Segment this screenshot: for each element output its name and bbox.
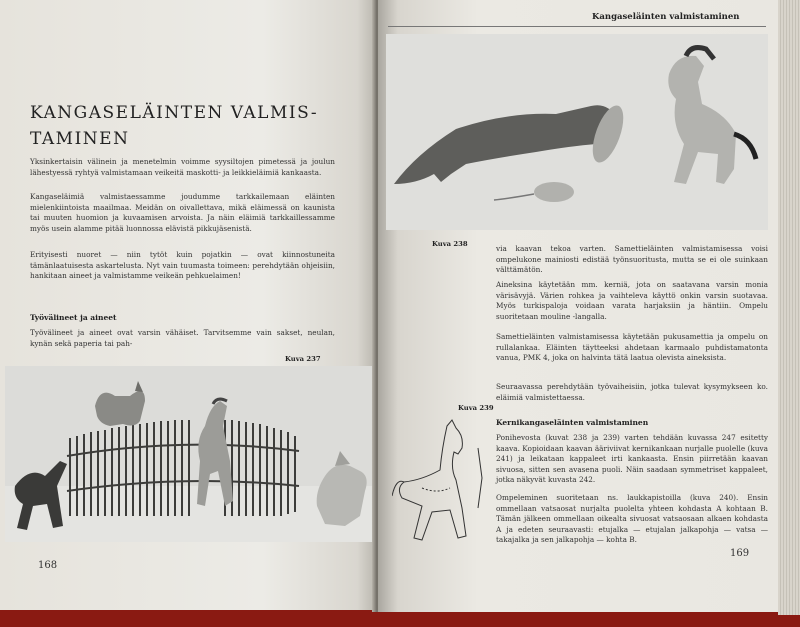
chapter-title-line-1: KANGASELÄINTEN VALMIS- (30, 103, 319, 123)
figure-caption: Kuva 239 (458, 404, 494, 412)
page-number-left: 168 (38, 560, 58, 571)
body-paragraph: Samettieläinten valmistamisessa käytetään pukusamettia ja ompelu on rullalankaa. Eläinten täytteeksi ahdetaan karmaalo puhdistamatonta vanua, PMK 4, joka on halvinta tätä laatua olevista aineksista. (496, 332, 768, 363)
figure-pattern-drawing (392, 418, 490, 550)
body-paragraph: Työvälineet ja aineet ovat varsin vähäiset. Tarvitsemme vain sakset, neulan, kynän sekä paperia tai pah- (30, 328, 335, 348)
body-paragraph: Aineksina käytetään mm. kerniä, jota on saatavana varsin monia värisävyjä. Värien rohkea ja vaihteleva käyttö onkin varsin suotavaa. Myös turkispaloja voidaan varata harjaksiin ja häntiin. Ompelu suoritetaan mouline -langalla. (496, 280, 768, 321)
figure-photo-toys (386, 34, 768, 230)
header-rule (388, 26, 766, 27)
figure-caption: Kuva 238 (432, 240, 468, 248)
right-page (378, 0, 778, 612)
running-head: Kangaseläinten valmistaminen (592, 12, 740, 22)
figure-caption: Kuva 237 (285, 355, 321, 363)
body-paragraph: via kaavan tekoa varten. Samettieläinten valmistamisessa voisi ompelukone mainiosti edistää työnsuoritusta, mutta se ei ole suinkaan välttämätön. (496, 244, 768, 275)
body-paragraph: Ompeleminen suoritetaan ns. laukkapistoilla (kuva 240). Ensin ommellaan vatsaosat nurjalta puolelta yhteen kohdasta A kohtaan B. Tämän jälkeen ommellaan oikealta sivuosat vatsaosaan alkaen kohdasta A ja edeten seuraavasti: etujalka — etujalan jalkapohja — vatsa — takajalka ja sen jalkapohja — kohta B. (496, 493, 768, 545)
chapter-title-line-2: TAMINEN (30, 129, 130, 149)
body-paragraph: Kangaseläimiä valmistaessamme joudumme tarkkailemaan eläinten mielenkiintoista maailmaa. Meidän on oivallettava, mikä eläimessä on kaunista tai muuten huomion ja kuvaamisen arvoista. Ja näin eläimiä tarkkaillessamme myös usein alamme pitää luonnossa elävistä pikkujäsenistä. (30, 192, 335, 233)
left-page (0, 0, 376, 610)
intro-paragraph: Yksinkertaisin välinein ja menetelmin voimme syysiltojen pimetessä ja joulun lähestyessä ryhtyä valmistamaan veikeitä maskotti- ja leikkieläimiä kankaasta. (30, 157, 335, 177)
section-subheading: Kernikangaseläinten valmistaminen (496, 418, 649, 427)
body-paragraph: Seuraavassa perehdytään työvaiheisiin, jotka tulevat kysymykseen ko. eläimiä valmistettaessa. (496, 382, 768, 402)
figure-photo-toys-fence (5, 366, 373, 542)
body-paragraph: Ponihevosta (kuvat 238 ja 239) varten tehdään kuvassa 247 esitetty kaava. Kopioidaan kaavan ääriviivat kernikankaan nurjalle puolelle (kuva 241) ja leikataan kappaleet irti kankaasta. Ensin piirretään kaavan sivuosa, sitten sen avasena puoli. Näin saadaan symmetriset kappaleet, jotka näkyvät kuvasta 242. (496, 433, 768, 485)
page-number-right: 169 (730, 548, 750, 559)
section-subheading: Työvälineet ja aineet (30, 313, 117, 322)
page-edges (778, 0, 800, 615)
chapter-title (30, 100, 330, 152)
body-paragraph: Erityisesti nuoret — niin tytöt kuin pojatkin — ovat kiinnostuneita tämänlaatuisesta askartelusta. Nyt vain tuumasta toimeen: perehdytään ohjeisiin, hankitaan aineet ja valmistamme veikeän pehkuelaimen! (30, 250, 335, 281)
